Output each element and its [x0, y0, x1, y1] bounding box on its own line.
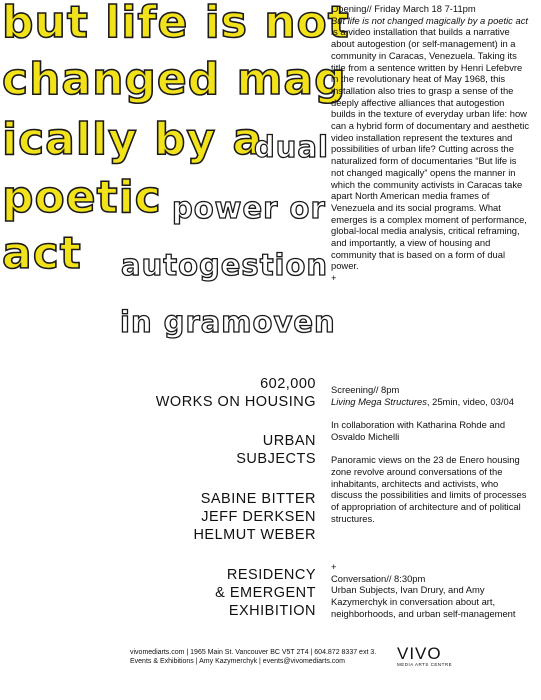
title-line-5: act — [2, 228, 82, 279]
footer-events-line: Events & Exhibitions | Amy Kazymerchyk | events@vivomediarts.com — [130, 658, 345, 665]
title-line-3: ically by a — [2, 114, 264, 165]
artists-label — [193, 490, 316, 544]
screening-film — [331, 396, 531, 408]
residency-label — [215, 566, 316, 620]
screening-film-details: , 25min, video, 03/04 — [426, 395, 514, 407]
emergent-line: & EMERGENT — [215, 585, 316, 601]
conversation-plus: + — [331, 561, 337, 572]
subtitle-word-in-gramoven: in gramoven — [120, 305, 336, 339]
works-count: 602,000 — [260, 376, 316, 392]
subtitle-word-autogestion: autogestion — [121, 248, 329, 282]
works-text: WORKS ON HOUSING — [155, 394, 316, 410]
exhibition-line: EXHIBITION — [228, 603, 316, 619]
title-line-2: changed mag — [2, 54, 347, 105]
opening-header: Opening// Friday March 18 7-11pm — [331, 3, 476, 14]
subjects-line: SUBJECTS — [236, 451, 316, 467]
screening-film-title: Living Mega Structures — [331, 395, 427, 407]
conversation-section — [331, 561, 531, 620]
subtitle-word-power-or: power or — [172, 191, 326, 225]
urban-line: URBAN — [262, 433, 316, 449]
opening-description — [331, 15, 531, 272]
urban-subjects-label — [236, 432, 316, 468]
residency-line: RESIDENCY — [226, 567, 316, 583]
opening-section — [331, 3, 531, 284]
footer — [130, 648, 376, 666]
screening-collab: In collaboration with Katharina Rohde and Osvaldo Michelli — [331, 419, 506, 442]
title-line-1: but life is not — [2, 0, 350, 48]
artist-helmut-weber: HELMUT WEBER — [193, 527, 316, 543]
opening-title-italic: But life is not changed magically by a poetic act — [331, 14, 528, 26]
artist-jeff-derksen: JEFF DERKSEN — [201, 509, 316, 525]
conversation-body: Urban Subjects, Ivan Drury, and Amy Kazymerchyk in conversation about art, neighborhoods, and urban self-management — [331, 584, 516, 619]
screening-header: Screening// 8pm — [331, 384, 400, 395]
title-line-4: poetic — [2, 172, 162, 223]
vivo-logo — [397, 645, 452, 667]
logo-name: VIVO — [397, 644, 442, 663]
works-on-housing-label — [156, 375, 316, 411]
footer-contact-line: vivomediarts.com | 1965 Main St. Vancouver BC V5T 2T4 | 604.872 8337 ext 3. — [130, 649, 377, 656]
logo-subtitle: MEDIA ARTS CENTRE — [397, 662, 453, 667]
screening-section — [331, 384, 531, 524]
opening-body: is a video installation that builds a narrative about autogestion (or self-management) in a community in Caracas, Venezuela. Taking its title from a sentence written by Henri Lefebvre in the revolutionary heat of May 1968, this installation also tries to grasp a sense of the deeply affective alliances that autogestion builds in the texture of everyday urban life: how can a hybrid form of documentary and aesthetic video installation represent the textures and possibilities of urban life? Cutting across the naturalized form of documentaries “But life is not changed magically” opens the manner in which the community activists in Caracas take apart North American media frames of Venezuela and its social programs. What emerges is a complex moment of performance, global-local media analysis, critical reframing, and importantly, a view of housing and community that is based on a form of dual power. — [331, 26, 530, 272]
subtitle-word-dual: dual — [254, 130, 329, 164]
artist-sabine-bitter: SABINE BITTER — [200, 491, 316, 507]
opening-plus: + — [331, 272, 337, 284]
conversation-header: Conversation// 8:30pm — [331, 572, 426, 584]
screening-description: Panoramic views on the 23 de Enero housing zone revolve around conversations of the inhabitants, architects and activists, who discuss the possibilities and limits of processes of appropriation of architecture and of political structures. — [331, 454, 527, 524]
